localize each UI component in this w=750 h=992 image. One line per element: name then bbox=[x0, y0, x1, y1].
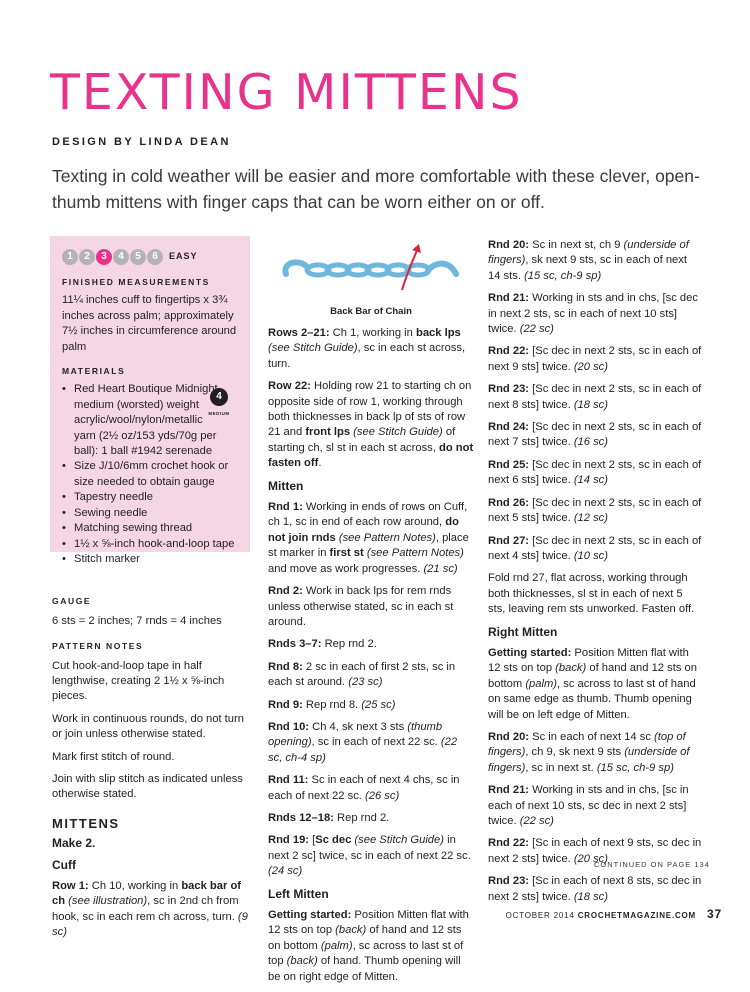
rnd-22-instruction: Rnd 22: [Sc dec in next 2 sts, sc in each of next 9 sts] twice. (20 sc) bbox=[488, 345, 702, 373]
gauge-heading: GAUGE bbox=[52, 596, 92, 607]
column-2 bbox=[268, 238, 474, 992]
cuff-heading: Cuff bbox=[52, 857, 76, 872]
right-rnd-23-instruction: Rnd 23: [Sc in each of next 8 sts, sc dec in next 2 sts] twice. (18 sc) bbox=[488, 875, 702, 903]
list-item: • Matching sewing thread bbox=[62, 521, 244, 536]
list-item: • Stitch marker bbox=[62, 552, 244, 567]
rnd-19-instruction: Rnd 19: [Sc dec (see Stitch Guide) in next 2 sc] twice, sc in each of next 22 sc. (24 sc) bbox=[268, 834, 471, 878]
list-item: • 1½ x ⅝-inch hook-and-loop tape bbox=[62, 537, 244, 552]
column-1 bbox=[52, 238, 252, 948]
skill-dot: 5 bbox=[130, 249, 146, 265]
rnds-3-7-instruction: Rnds 3–7: Rep rnd 2. bbox=[268, 638, 377, 651]
notes-heading: PATTERN NOTES bbox=[52, 641, 144, 652]
rnd-20-instruction: Rnd 20: Sc in next st, ch 9 (underside of fingers), sk next 9 sts, sc in each of next 14 sts. (15 sc, ch-9 sp) bbox=[488, 239, 689, 282]
rnd-2-instruction: Rnd 2: Work in back lps for rem rnds unless otherwise stated, sc in each st around. bbox=[268, 585, 454, 628]
mitten-heading: Mitten bbox=[268, 478, 304, 493]
chain-illustration bbox=[278, 240, 468, 300]
designer-byline: DESIGN BY LINDA DEAN bbox=[52, 136, 231, 148]
rnd-25-instruction: Rnd 25: [Sc dec in next 2 sts, sc in each of next 6 sts] twice. (14 sc) bbox=[488, 458, 702, 487]
materials-heading: MATERIALS bbox=[62, 366, 126, 377]
rnd-1-instruction: Rnd 1: Working in ends of rows on Cuff, ch 1, sc in end of each row around, do not join rnds (see Pattern Notes), place st marker in first st (see Pattern Notes) and move as work progresses. (21 sc) bbox=[268, 501, 469, 575]
list-item: • Red Heart Boutique Midnight medium (worsted) weight acrylic/wool/nylon/metallic yarn (2½ oz/153 yds/70g per ball): 1 ball #1942 serenade bbox=[62, 382, 244, 459]
rnd-26-instruction: Rnd 26: [Sc dec in next 2 sts, sc in each of next 5 sts] twice. (12 sc) bbox=[488, 496, 702, 525]
right-mitten-getting-started: Getting started: Position Mitten flat with 12 sts on top (back) of hand and 12 sts on bottom (palm), sc across to last st of hand on same edge as thumb. Thumb opening will be on left edge of Mitten. bbox=[488, 646, 697, 721]
yarn-weight-icon: 4 MEDIUM bbox=[208, 388, 230, 421]
section-heading-mittens: MITTENS bbox=[52, 815, 120, 831]
finished-heading: FINISHED MEASUREMENTS bbox=[62, 277, 210, 287]
note-text: Work in continuous rounds, do not turn or join unless otherwise stated. bbox=[52, 712, 244, 741]
intro-paragraph: Texting in cold weather will be easier and more comfortable with these clever, open-thumb mittens with finger caps that can be worn either on or off. bbox=[52, 166, 700, 212]
make-count: Make 2. bbox=[52, 836, 96, 851]
note-text: Cut hook-and-loop tape in half lengthwise, creating 2 1½ x ⅝-inch pieces. bbox=[52, 659, 225, 703]
note-text: Mark first stitch of round. bbox=[52, 750, 175, 763]
rnd-27-instruction: Rnd 27: [Sc dec in next 2 sts, sc in each of next 4 sts] twice. (10 sc) bbox=[488, 534, 702, 562]
continued-note: CONTINUED ON PAGE 134 bbox=[594, 860, 710, 869]
rnd-24-instruction: Rnd 24: [Sc dec in next 2 sts, sc in each of next 7 sts] twice. (16 sc) bbox=[488, 421, 702, 449]
rnd-9-instruction: Rnd 9: Rep rnd 8. (25 sc) bbox=[268, 698, 396, 711]
list-item: • Sewing needle bbox=[62, 506, 244, 521]
list-item: • Size J/10/6mm crochet hook or size needed to obtain gauge bbox=[62, 459, 244, 490]
column-3 bbox=[488, 238, 702, 912]
page-number: 37 bbox=[707, 907, 722, 921]
left-mitten-heading: Left Mitten bbox=[268, 886, 329, 901]
skill-label: EASY bbox=[169, 251, 198, 262]
row-22-instruction: Row 22: Holding row 21 to starting ch on opposite side of row 1, working through both thicknesses in back lp of sts of row 21 and front lps (see Stitch Guide) of starting ch, sl st in each st across, do not fasten off. bbox=[268, 380, 474, 470]
finished-text: 11¼ inches cuff to fingertips x 3¾ inches across palm; approximately 7½ inches in circumference around palm bbox=[62, 294, 237, 353]
site-name: CROCHETMAGAZINE.COM bbox=[577, 911, 697, 920]
right-rnd-21-instruction: Rnd 21: Working in sts and in chs, [sc in each of next 10 sts, sc dec in next 2 sts] twice. (22 sc) bbox=[488, 784, 689, 827]
fold-instruction: Fold rnd 27, flat across, working through both thicknesses, sl st in each of next 5 sts, leaving rem sts unworked. Fasten off. bbox=[488, 572, 695, 616]
left-mitten-getting-started: Getting started: Position Mitten flat with 12 sts on top (back) of hand and 12 sts on bottom (palm), sc across to last st of top (back) of hand. Thumb opening will be on right edge of Mitten. bbox=[268, 909, 469, 983]
page-title: TEXTING MITTENS bbox=[50, 64, 523, 121]
rnd-21-instruction: Rnd 21: Working in sts and in chs, [sc dec in next 2 sts, sc in each of next 10 sts] twice. (22 sc) bbox=[488, 292, 698, 336]
page-footer bbox=[506, 907, 722, 921]
rnds-12-18-instruction: Rnds 12–18: Rep rnd 2. bbox=[268, 811, 390, 824]
rnd-8-instruction: Rnd 8: 2 sc in each of first 2 sts, sc in each st around. (23 sc) bbox=[268, 660, 456, 689]
skill-dot-active: 3 bbox=[96, 249, 112, 265]
rnd-11-instruction: Rnd 11: Sc in each of next 4 chs, sc in each of next 22 sc. (26 sc) bbox=[268, 774, 460, 802]
materials-list bbox=[62, 382, 244, 567]
row-1-instruction: Row 1: Ch 10, working in back bar of ch (see illustration), sc in 2nd ch from hook, sc in each rem ch across, turn. (9 sc) bbox=[52, 880, 248, 939]
rows-2-21-instruction: Rows 2–21: Ch 1, working in back lps (see Stitch Guide), sc in each st across, turn. bbox=[268, 327, 466, 370]
skill-dot: 1 bbox=[62, 249, 78, 265]
rnd-10-instruction: Rnd 10: Ch 4, sk next 3 sts (thumb opening), sc in each of next 22 sc. (22 sc, ch-4 sp) bbox=[268, 720, 458, 764]
note-text: Join with slip stitch as indicated unless otherwise stated. bbox=[52, 772, 243, 801]
rnd-23-instruction: Rnd 23: [Sc dec in next 2 sts, sc in each of next 8 sts] twice. (18 sc) bbox=[488, 383, 702, 411]
issue-date: OCTOBER 2014 bbox=[505, 911, 575, 920]
back-bar-illustration bbox=[268, 238, 474, 326]
skill-dot: 4 bbox=[113, 249, 129, 265]
skill-level bbox=[62, 249, 252, 265]
list-item: • Tapestry needle bbox=[62, 490, 244, 505]
skill-dot: 6 bbox=[147, 249, 163, 265]
right-rnd-20-instruction: Rnd 20: Sc in each of next 14 sc (top of fingers), ch 9, sk next 9 sts (underside of fingers), sc in next st. (15 sc, ch-9 sp) bbox=[488, 730, 690, 774]
right-rnd-22-instruction: Rnd 22: [Sc in each of next 9 sts, sc dec in next 2 sts] twice. (20 sc) bbox=[488, 837, 702, 865]
gauge-text: 6 sts = 2 inches; 7 rnds = 4 inches bbox=[52, 614, 222, 627]
illustration-caption: Back Bar of Chain bbox=[330, 306, 412, 317]
skill-dot: 2 bbox=[79, 249, 95, 265]
right-mitten-heading: Right Mitten bbox=[488, 624, 558, 639]
